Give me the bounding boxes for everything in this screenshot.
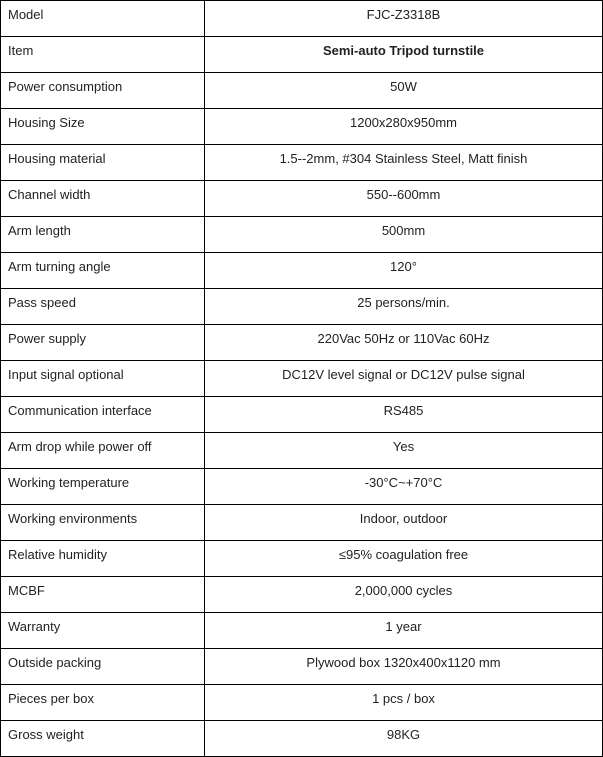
row-value-warranty: 1 year <box>205 613 603 649</box>
row-label-item: Item <box>1 37 205 73</box>
row-value-pass-speed: 25 persons/min. <box>205 289 603 325</box>
table-row <box>1 325 603 361</box>
row-value-working-temperature: -30°C~+70°C <box>205 469 603 505</box>
row-label-arm-turning-angle: Arm turning angle <box>1 253 205 289</box>
row-value-housing-material: 1.5--2mm, #304 Stainless Steel, Matt finish <box>205 145 603 181</box>
table-row <box>1 37 603 73</box>
table-row <box>1 181 603 217</box>
table-row <box>1 433 603 469</box>
row-label-pieces-per-box: Pieces per box <box>1 685 205 721</box>
row-value-arm-drop: Yes <box>205 433 603 469</box>
row-value-arm-length: 500mm <box>205 217 603 253</box>
row-label-channel-width: Channel width <box>1 181 205 217</box>
row-label-housing-material: Housing material <box>1 145 205 181</box>
row-label-input-signal: Input signal optional <box>1 361 205 397</box>
row-value-pieces-per-box: 1 pcs / box <box>205 685 603 721</box>
row-value-input-signal: DC12V level signal or DC12V pulse signal <box>205 361 603 397</box>
row-value-gross-weight: 98KG <box>205 721 603 757</box>
table-row <box>1 1 603 37</box>
row-label-outside-packing: Outside packing <box>1 649 205 685</box>
row-value-outside-packing: Plywood box 1320x400x1120 mm <box>205 649 603 685</box>
row-value-model: FJC-Z3318B <box>205 1 603 37</box>
row-label-mcbf: MCBF <box>1 577 205 613</box>
row-label-arm-length: Arm length <box>1 217 205 253</box>
table-row <box>1 289 603 325</box>
row-label-arm-drop: Arm drop while power off <box>1 433 205 469</box>
row-value-housing-size: 1200x280x950mm <box>205 109 603 145</box>
row-value-power-supply: 220Vac 50Hz or 110Vac 60Hz <box>205 325 603 361</box>
table-row <box>1 613 603 649</box>
row-label-relative-humidity: Relative humidity <box>1 541 205 577</box>
table-row <box>1 109 603 145</box>
row-value-mcbf: 2,000,000 cycles <box>205 577 603 613</box>
row-value-channel-width: 550--600mm <box>205 181 603 217</box>
table-row <box>1 505 603 541</box>
table-row <box>1 253 603 289</box>
row-label-warranty: Warranty <box>1 613 205 649</box>
table-row <box>1 577 603 613</box>
row-label-model: Model <box>1 1 205 37</box>
row-label-communication-interface: Communication interface <box>1 397 205 433</box>
table-row <box>1 361 603 397</box>
row-value-power-consumption: 50W <box>205 73 603 109</box>
row-label-power-supply: Power supply <box>1 325 205 361</box>
table-row <box>1 397 603 433</box>
table-row <box>1 217 603 253</box>
row-label-working-environments: Working environments <box>1 505 205 541</box>
row-label-power-consumption: Power consumption <box>1 73 205 109</box>
row-value-relative-humidity: ≤95% coagulation free <box>205 541 603 577</box>
row-value-communication-interface: RS485 <box>205 397 603 433</box>
row-label-working-temperature: Working temperature <box>1 469 205 505</box>
table-row <box>1 721 603 757</box>
table-row <box>1 649 603 685</box>
row-label-housing-size: Housing Size <box>1 109 205 145</box>
row-value-item: Semi-auto Tripod turnstile <box>205 37 603 73</box>
table-row <box>1 685 603 721</box>
table-row <box>1 145 603 181</box>
row-label-pass-speed: Pass speed <box>1 289 205 325</box>
table-row <box>1 541 603 577</box>
table-row <box>1 73 603 109</box>
row-value-arm-turning-angle: 120° <box>205 253 603 289</box>
table-row <box>1 469 603 505</box>
row-value-working-environments: Indoor, outdoor <box>205 505 603 541</box>
row-label-gross-weight: Gross weight <box>1 721 205 757</box>
